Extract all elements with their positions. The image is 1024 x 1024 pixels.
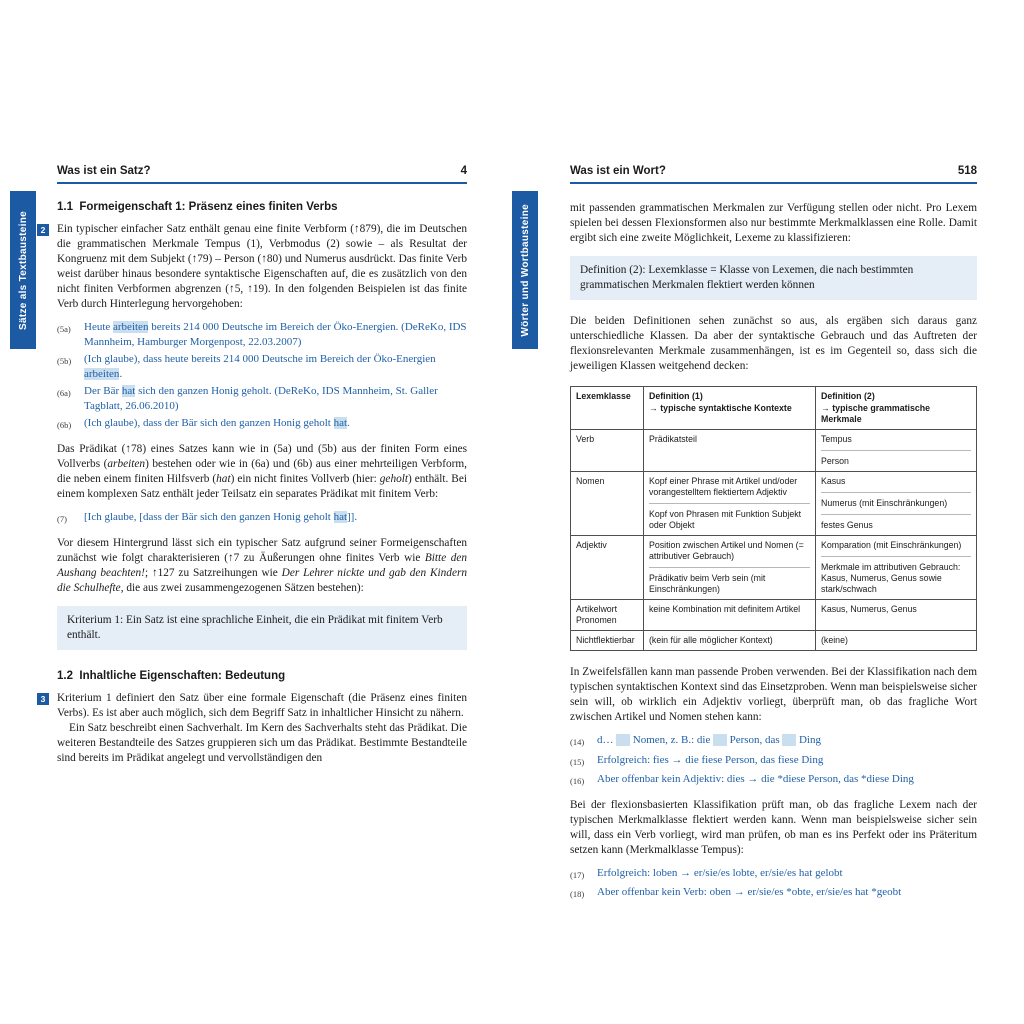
table-cell: Tempus Person (816, 430, 977, 472)
paragraph-3: Vor diesem Hintergrund lässt sich ein typischer Satz aufgrund seiner Formeigenschaften zunächst wie folgt charakterisieren (↑7 zu Äußerungen ohne finites Verb wie Bitte den Aushang beachten!; ↑127 zu Satzreihungen wie Der Lehrer nickte und gab den Kindern die Schulhefte, die aus zwei zusammengezogenen Sätzen bestehen): (57, 537, 468, 594)
paragraph-1-text: Ein typischer einfacher Satz enthält genau eine finite Verbform (↑879), die im Deutschen die grammatischen Merkmale Tempus (1), Verbmodus (2) sowie – als Resultat der Kongruenz mit dem Subjekt (↑79) – Person (↑80) und Numerus ausdrückt. Das finite Verb weist darüber hinaus besondere syntaktische Eigenschaften auf, die es zusätzlich von den nicht finiten Verbformen abgrenzen (↑5, ↑19). In den folgenden Beispielen ist das finite Verb durch Hinterlegung hervorgehoben: (57, 223, 467, 310)
paragraph-marker-2: 2 (37, 224, 49, 236)
table-header-row (571, 387, 977, 430)
example-16-text: Aber offenbar kein Adjektiv: dies → die *diese Person, das *diese Ding (597, 773, 914, 785)
example-6b-text: (Ich glaube), dass der Bär sich den ganzen Honig geholt hat. (84, 417, 350, 429)
table-cell: Verb (571, 430, 644, 472)
table-header-lexemklasse: Lexemklasse (571, 387, 644, 430)
paragraph-4 (40, 691, 467, 721)
example-7 (57, 510, 467, 527)
table-cell: Komparation (mit Einschränkungen) Merkmale im attributiven Gebrauch: Kasus, Numerus, Genus sowie stark/schwach (816, 536, 977, 600)
example-18-text: Aber offenbar kein Verb: oben → er/sie/es *obte, er/sie/es hat *geobt (597, 886, 902, 898)
paragraph-marker-3: 3 (37, 693, 49, 705)
chapter-tab-saetze (10, 191, 36, 349)
chapter-tab-woerter-label: Wörter und Wortbausteine (519, 203, 531, 337)
table-header-definition-1: Definition (1) → typische syntaktische Kontexte (644, 387, 816, 430)
page-number-right: 518 (957, 165, 977, 177)
example-18 (570, 885, 977, 902)
running-head-left-title: Was ist ein Satz? (57, 165, 151, 177)
table-cell: Artikelwort Pronomen (571, 600, 644, 631)
table-row-nomen (571, 472, 977, 536)
example-17-label: (17) (570, 869, 585, 880)
example-block-17-18 (570, 866, 977, 902)
table-cell: Kasus Numerus (mit Einschränkungen) festes Genus (816, 472, 977, 536)
section-heading-1-2: 1.2 Inhaltliche Eigenschaften: Bedeutung (57, 670, 286, 682)
example-15-label: (15) (570, 756, 585, 767)
paragraph-r3: In Zweifelsfällen kann man passende Proben verwenden. Bei der Klassifikation nach dem typischen syntaktischen Kontext sind das Einsetzproben. Wenn man beispielsweise sicher sein will, ob wirklich ein Adjektiv vorliegt, überprüft man, ob das fragliche Wort zwischen Artikel und Nomen stehen kann: (570, 666, 977, 723)
chapter-tab-woerter (512, 191, 538, 349)
example-6b (57, 416, 467, 433)
example-6b-label: (6b) (57, 420, 72, 430)
paragraph-r4: Bei der flexionsbasierten Klassifikation prüft man, ob das fragliche Lexem nach der typischen Merkmalklasse flektiert werden kann. Wenn man beispielsweise sicher sein will, dass ein Verb vorliegt, wird man prüfen, ob man es ins Perfekt oder ins Präteritum setzen kann (Merkmalklasse Tempus): (570, 798, 977, 856)
table-cell: keine Kombination mit definitem Artikel (644, 600, 816, 631)
lexemklassen-table (570, 386, 977, 651)
table-row-artikelwort (571, 600, 977, 631)
example-14 (570, 733, 977, 750)
kriterium-box (57, 606, 467, 650)
example-7-label: (7) (57, 513, 67, 524)
example-5b-label: (5b) (57, 356, 72, 366)
paragraph-r1: mit passenden grammatischen Merkmalen zur Verfügung stellen oder nicht. Pro Lexem spielen bei dessen Flexionsformen also nur bestimmte Merkmalklassen eine Rolle. Damit ergibt sich eine zweite Möglichkeit, Lexeme zu klassifizieren: (570, 202, 977, 244)
example-18-label: (18) (570, 889, 585, 899)
definition-box (570, 256, 977, 300)
paragraph-4-text: Kriterium 1 definiert den Satz über eine formale Eigenschaft (die Präsenz eines finiten Verbs). Es ist aber auch möglich, sich dem Begriff Satz in inhaltlicher Hinsicht zu nähern. (57, 692, 467, 719)
paragraph-5: Ein Satz beschreibt einen Sachverhalt. Im Kern des Sachverhalts steht das Prädikat. Die weiteren Bestandteile des Satzes gruppieren sich um das Prädikat. Bestimmte Bestandteile sind bereits im Prädikat angelegt und vervollständigen den (57, 722, 467, 764)
example-block-14-16 (570, 733, 977, 789)
table-header-definition-2: Definition (2) → typische grammatische Merkmale (816, 387, 977, 430)
table-cell: Position zwischen Artikel und Nomen (= attributiver Gebrauch) Prädikativ beim Verb sein (mit Einschränkungen) (644, 536, 816, 600)
example-14-text: d… Nomen, z. B.: die Person, das Ding (597, 734, 821, 746)
example-15 (570, 753, 977, 770)
example-5a-label: (5a) (57, 324, 71, 334)
example-7-text: [Ich glaube, [dass der Bär sich den ganzen Honig geholt hat]]. (84, 510, 358, 523)
table-cell: Kasus, Numerus, Genus (816, 600, 977, 631)
paragraph-1 (40, 222, 467, 312)
example-17 (570, 866, 977, 883)
table-cell: Nichtflektierbar (571, 631, 644, 651)
example-14-label: (14) (570, 737, 585, 747)
table-cell: (keine) (816, 631, 977, 651)
running-head-right (570, 165, 977, 184)
example-16 (570, 772, 977, 789)
table-row-verb (571, 430, 977, 472)
table-cell: (kein für alle möglicher Kontext) (644, 631, 816, 651)
example-5b (57, 352, 467, 381)
example-5b-text: (Ich glaube), dass heute bereits 214 000 Deutsche im Bereich der Öko-Energien arbeiten. (84, 353, 436, 380)
running-head-left (57, 165, 467, 184)
table-row-adjektiv (571, 536, 977, 600)
definition-text: Definition (2): Lexemklasse = Klasse von Lexemen, die nach bestimmten grammatischen Merkmalen flektiert werden können (580, 264, 914, 291)
page-left (40, 165, 468, 774)
table-cell: Nomen (571, 472, 644, 536)
table-cell: Kopf einer Phrase mit Artikel und/oder vorangestelltem flektiertem Adjektiv Kopf von Phrasen mit Funktion Subjekt oder Objekt (644, 472, 816, 536)
example-block-5-6 (57, 320, 467, 433)
example-5a (57, 320, 467, 349)
table-cell: Adjektiv (571, 536, 644, 600)
example-6a (57, 384, 467, 413)
example-6a-label: (6a) (57, 388, 71, 398)
table-row-nichtflektierbar (571, 631, 977, 651)
section-heading-1-1: 1.1 Formeigenschaft 1: Präsenz eines finiten Verbs (57, 201, 338, 213)
example-17-text: Erfolgreich: loben → er/sie/es lobte, er/sie/es hat gelobt (597, 866, 843, 879)
kriterium-text: Kriterium 1: Ein Satz ist eine sprachliche Einheit, die ein Prädikat mit finitem Verb enthält. (67, 614, 443, 641)
table-cell: Prädikatsteil (644, 430, 816, 472)
example-5a-text: Heute arbeiten bereits 214 000 Deutsche im Bereich der Öko-Energien. (DeReKo, IDS Mannheim, Hamburger Morgenpost, 22.03.2007) (84, 321, 467, 348)
example-16-label: (16) (570, 776, 585, 786)
example-15-text: Erfolgreich: fies → die fiese Person, das fiese Ding (597, 753, 824, 766)
running-head-right-title: Was ist ein Wort? (570, 165, 666, 177)
paragraph-2: Das Prädikat (↑78) eines Satzes kann wie in (5a) und (5b) aus der finiten Form eines Vollverbs (arbeiten) bestehen oder wie in (6a) und (6b) aus einer mehrteiligen Verbform, die neben einem finiten Hilfsverb (hat) ein nicht finites Vollverb (hier: geholt) enthält. Bei einem komplexen Satz enthält jeder Teilsatz ein separates Prädikat mit finitem Verb: (57, 442, 467, 500)
paragraph-r2: Die beiden Definitionen sehen zunächst so aus, als ergäben sich daraus ganz unterschiedliche Klassen. Da aber der syntaktische Gebrauch und das Auftreten der flexionsrelevanten Merkmale zusammenhängen, ist es im Gegenteil so, dass sich die jeweiligen Klassen weitgehend decken: (570, 315, 977, 372)
example-6a-text: Der Bär hat sich den ganzen Honig geholt. (DeReKo, IDS Mannheim, St. Galler Tagblatt, 26.06.2010) (84, 385, 438, 412)
page-right (570, 165, 977, 911)
chapter-tab-saetze-label: Sätze als Textbausteine (17, 210, 29, 330)
page-number-left: 4 (460, 165, 467, 177)
